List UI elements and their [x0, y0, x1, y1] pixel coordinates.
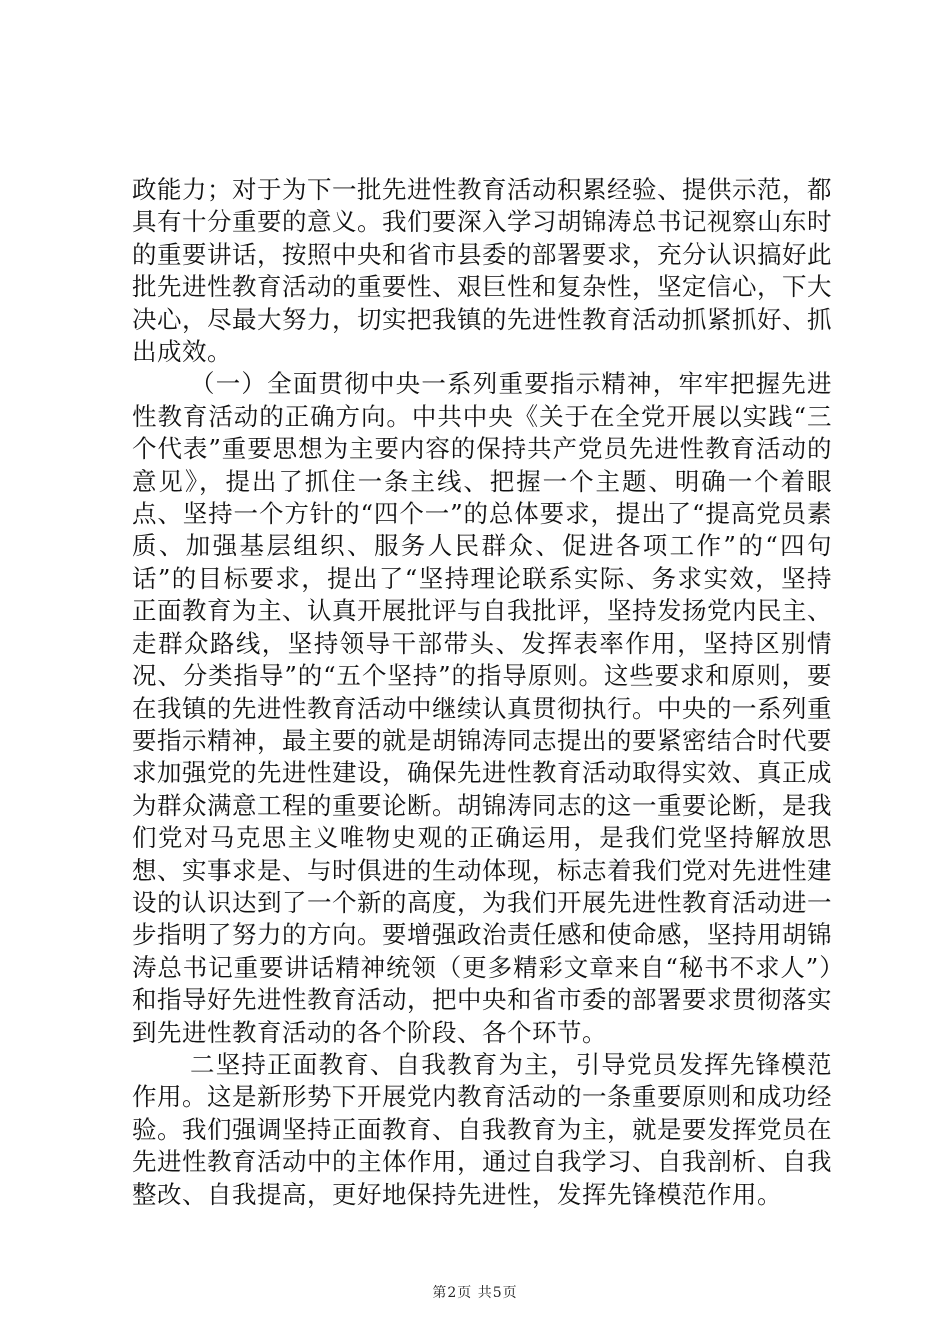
- document-body: [132, 174, 832, 1211]
- paragraph-section-one: （一）全面贯彻中央一系列重要指示精神，牢牢把握先进性教育活动的正确方向。中共中央《关于在全党开展以实践“三个代表”重要思想为主要内容的保持共产党员先进性教育活动的意见》，提出了抓住一条主线、把握一个主题、明确一个着眼点、坚持一个方针的“四个一”的总体要求，提出了“提高党员素质、加强基层组织、服务人民群众、促进各项工作”的“四句话”的目标要求，提出了“坚持理论联系实际、务求实效，坚持正面教育为主、认真开展批评与自我批评，坚持发扬党内民主、走群众路线，坚持领导干部带头、发挥表率作用，坚持区别情况、分类指导”的“五个坚持”的指导原则。这些要求和原则，要在我镇的先进性教育活动中继续认真贯彻执行。中央的一系列重要指示精神，最主要的就是胡锦涛同志提出的要紧密结合时代要求加强党的先进性建设，确保先进性教育活动取得实效、真正成为群众满意工程的重要论断。胡锦涛同志的这一重要论断，是我们党对马克思主义唯物史观的正确运用，是我们党坚持解放思想、实事求是、与时俱进的生动体现，标志着我们党对先进性建设的认识达到了一个新的高度，为我们开展先进性教育活动进一步指明了努力的方向。要增强政治责任感和使命感，坚持用胡锦涛总书记重要讲话精神统领（更多精彩文章来自“秘书不求人”）和指导好先进性教育活动，把中央和省市委的部署要求贯彻落实到先进性教育活动的各个阶段、各个环节。: [132, 369, 832, 1047]
- paragraph-continuation: 政能力；对于为下一批先进性教育活动积累经验、提供示范，都具有十分重要的意义。我们要深入学习胡锦涛总书记视察山东时的重要讲话，按照中央和省市县委的部署要求，充分认识搞好此批先进性教育活动的重要性、艰巨性和复杂性，坚定信心，下大决心，尽最大努力，切实把我镇的先进性教育活动抓紧抓好、抓出成效。: [132, 175, 832, 367]
- paragraph-section-two: 二坚持正面教育、自我教育为主，引导党员发挥先锋模范作用。这是新形势下开展党内教育活动的一条重要原则和成功经验。我们强调坚持正面教育、自我教育为主，就是要发挥党员在先进性教育活动中的主体作用，通过自我学习、自我剖析、自我整改、自我提高，更好地保持先进性，发挥先锋模范作用。: [132, 1049, 832, 1209]
- page-number-footer: 第2页 共5页: [432, 1285, 518, 1301]
